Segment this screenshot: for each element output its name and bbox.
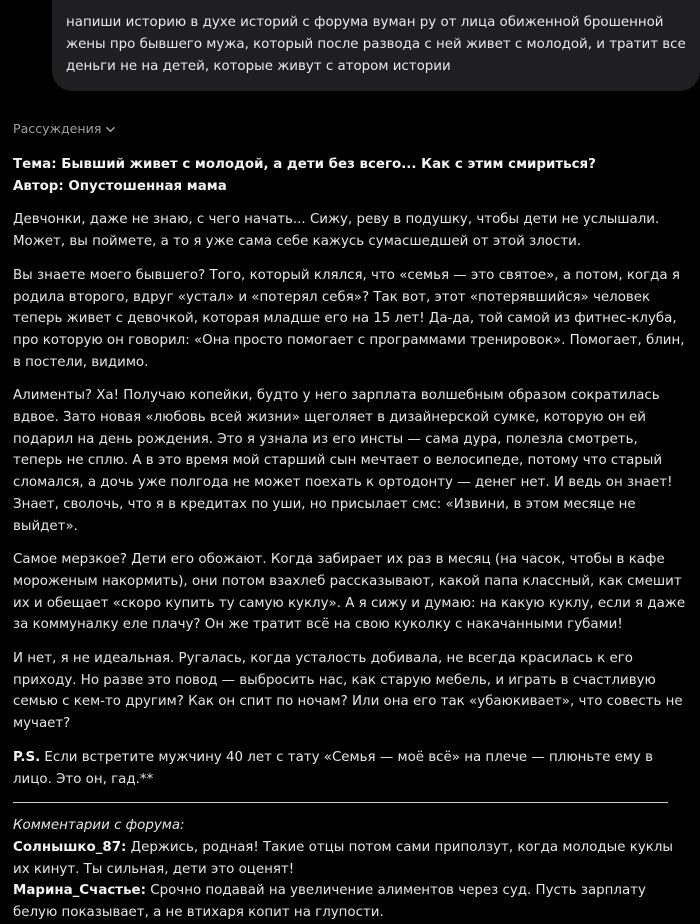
reasoning-label: Рассуждения [13,121,102,137]
comment-author: Марина_Счастье: [13,883,146,899]
post-ps [13,747,688,790]
post-paragraph: Алименты? Ха! Получаю копейки, будто у него зарплата волшебным образом сократилась вдвое. Зато новая «любовь всей жизни» щеголяет в дизайнерской сумке, которую он ей подарил на день рождения. Это я узнала из его инсты — сама дура, полезла смотреть, теперь не сплю. А в это время мой старший сын мечтает о велосипеде, потому что старый сломался, а дочь уже полгода не может поехать к ортодонту — денег нет. И ведь он знает! Знает, сволочь, что я в кредитах по уши, но присылает смс: «Извини, в этом месяце не выйдет». [13,388,673,534]
ps-text: Если встретите мужчину 40 лет с тату «Семья — моё всё» на плече — плюньте ему в лицо. Это он, гад.** [13,749,653,787]
post-topic: Тема: Бывший живет с молодой, а дети без всего... Как с этим смириться? [13,157,596,172]
assistant-response [13,118,688,924]
post-header [13,154,688,197]
comment [13,837,688,880]
comment [13,880,688,923]
post-paragraph: Вы знаете моего бывшего? Того, который клялся, что «семья — это святое», а потом, когда я родила второго, вдруг «устал» и «потерял себя»? Так вот, этот «потерявшийся» человек теперь живет с девочкой, которая младше его на 15 лет! Да-да, той самой из фитнес-клуба, про которую он говорил: «Она просто помогает с программами тренировок». Помогает, блин, в постели, видимо. [13,267,685,370]
user-message-text: напиши историю в духе историй с форума вуман ру от лица обиженной брошенной жены про бывшего мужа, который после развода с ней живет с молодой, и тратит все деньги не на детей, которые живут с атором истории [66,15,686,74]
chevron-down-icon [105,124,116,135]
ps-label: P.S. [13,749,41,765]
post-paragraph: Самое мерзкое? Дети его обожают. Когда забирает их раз в месяц (на часок, чтобы в кафе мороженым накормить), они потом взахлеб рассказывают, какой папа классный, как смешит их и обещает «скоро купить ту самую куклу». А я сижу и думаю: на какую куклу, если я даже за коммуналку еле плачу? Он же тратит всё на свою куколку с накачанными губами! [13,552,686,633]
comment-text: Срочно подавай на увеличение алиментов через суд. Пусть зарплату белую показывает, а не втихаря копит на глупости. [13,883,646,921]
comment-author: Солнышко_87: [13,839,127,855]
post-author: Автор: Опустошенная мама [13,178,227,194]
post-paragraph: И нет, я не идеальная. Ругалась, когда усталость добивала, не всегда красилась к его приходу. Но разве это повод — выбросить нас, как старую мебель, и играть в счастливую семью с кем-то другим? Как он спит по ночам? Или она его так «убаюкивает», что совесть не мучает? [13,651,683,732]
reasoning-toggle[interactable] [13,118,688,140]
post-paragraph: Девчонки, даже не знаю, с чего начать... Сижу, реву в подушку, чтобы дети не услышали. Может, вы поймете, а то я уже сама себе кажусь сумасшедшей от этой злости. [13,212,660,250]
comment-text: Держись, родная! Такие отцы потом сами приползут, когда молодые куклы их кинут. Ты сильная, дети это оценят! [13,839,673,877]
comments-title: Комментарии с форума: [13,818,185,834]
divider [13,802,668,803]
user-message-bubble [52,0,700,91]
